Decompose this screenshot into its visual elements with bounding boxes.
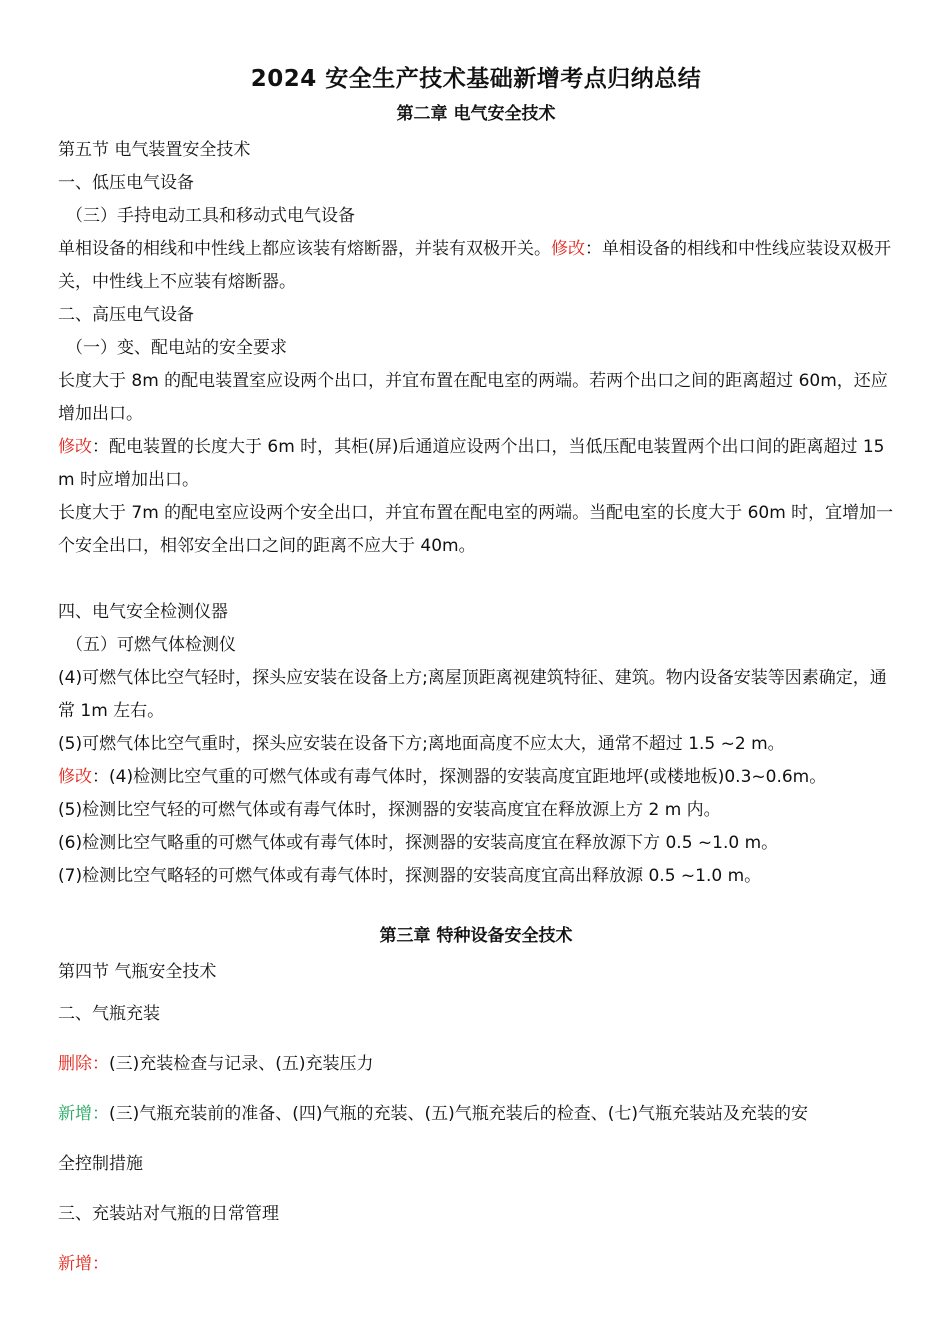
chapter3-body (58, 956, 894, 1289)
revision-label: 修改 (551, 239, 585, 259)
low-voltage-paragraph (58, 233, 894, 299)
instruments-revision (58, 761, 894, 794)
low-voltage-revised: 单相设备的相线和中性线应装设双极开关，中性线上不应装有熔断器。 (58, 239, 891, 292)
instruments-revised6: (6)检测比空气略重的可燃气体或有毒气体时，探测器的安装高度宜在释放源下方 0.5 ~1.0 m。 (58, 833, 779, 853)
low-voltage-sub: （三）手持电动工具和移动式电气设备 (66, 206, 355, 226)
filling-added (58, 1089, 894, 1139)
instruments-revised7: (7)检测比空气略轻的可燃气体或有毒气体时，探测器的安装高度宜高出释放源 0.5 ~1.0 m。 (58, 866, 762, 886)
instruments-heading: 四、电气安全检测仪器 (58, 602, 228, 622)
instruments-item4: (4)可燃气体比空气轻时，探头应安装在设备上方;离屋顶距离视建筑特征、建筑。物内设备安装等因素确定，通常 1m 左右。 (58, 668, 887, 721)
high-voltage-revised: 配电装置的长度大于 6m 时，其柜(屏)后通道应设两个出口，当低压配电装置两个出口间的距离超过 15 m 时应增加出口。 (58, 437, 885, 490)
filling-heading: 二、气瓶充装 (58, 1004, 160, 1024)
instruments-revised5: (5)检测比空气轻的可燃气体或有毒气体时，探测器的安装高度宜在释放源上方 2 m 内。 (58, 800, 721, 820)
daily-heading: 三、充装站对气瓶的日常管理 (58, 1204, 279, 1224)
instruments-item5: (5)可燃气体比空气重时，探头应安装在设备下方;离地面高度不应太大，通常不超过 1.5 ~2 m。 (58, 734, 785, 754)
low-voltage-text: 单相设备的相线和中性线上都应该装有熔断器，并装有双极开关。 (58, 239, 551, 259)
colon: ： (92, 1254, 109, 1274)
daily-added (58, 1239, 894, 1289)
deleted-label: 删除 (58, 1054, 92, 1074)
colon: ： (92, 437, 109, 457)
added-text-line2: 全控制措施 (58, 1154, 143, 1174)
high-voltage-heading: 二、高压电气设备 (58, 305, 194, 325)
added-text-line1: (三)气瓶充装前的准备、(四)气瓶的充装、(五)气瓶充装后的检查、(七)气瓶充装站及充装的安 (109, 1104, 809, 1124)
colon: ： (92, 1054, 109, 1074)
chapter2-section: 第五节 电气装置安全技术 (58, 140, 251, 160)
added-label: 新增 (58, 1254, 92, 1274)
colon: ： (585, 239, 602, 259)
low-voltage-heading: 一、低压电气设备 (58, 173, 194, 193)
instruments-sub: （五）可燃气体检测仪 (66, 635, 236, 655)
high-voltage-revision (58, 431, 894, 497)
added-label: 新增 (58, 1104, 92, 1124)
high-voltage-sub: （一）变、配电站的安全要求 (66, 338, 287, 358)
instruments-revised4: (4)检测比空气重的可燃气体或有毒气体时，探测器的安装高度宜距地坪(或楼地板)0.3~0.6m。 (109, 767, 827, 787)
revision-label: 修改 (58, 437, 92, 457)
deleted-text: (三)充装检查与记录、(五)充装压力 (109, 1054, 374, 1074)
document-title: 2024 安全生产技术基础新增考点归纳总结 (250, 66, 702, 92)
chapter2-heading: 第二章 电气安全技术 (396, 104, 556, 124)
colon: ： (92, 767, 109, 787)
filling-deleted (58, 1039, 894, 1089)
high-voltage-extra: 长度大于 7m 的配电室应设两个安全出口，并宜布置在配电室的两端。当配电室的长度大于 60m 时，宜增加一个安全出口，相邻安全出口之间的距离不应大于 40m。 (58, 503, 894, 556)
chapter3-heading: 第三章 特种设备安全技术 (379, 926, 573, 946)
revision-label: 修改 (58, 767, 92, 787)
chapter3-section: 第四节 气瓶安全技术 (58, 962, 217, 982)
document-page (58, 62, 894, 1289)
high-voltage-text: 长度大于 8m 的配电装置室应设两个出口，并宜布置在配电室的两端。若两个出口之间的距离超过 60m，还应增加出口。 (58, 371, 888, 424)
colon: ： (92, 1104, 109, 1124)
